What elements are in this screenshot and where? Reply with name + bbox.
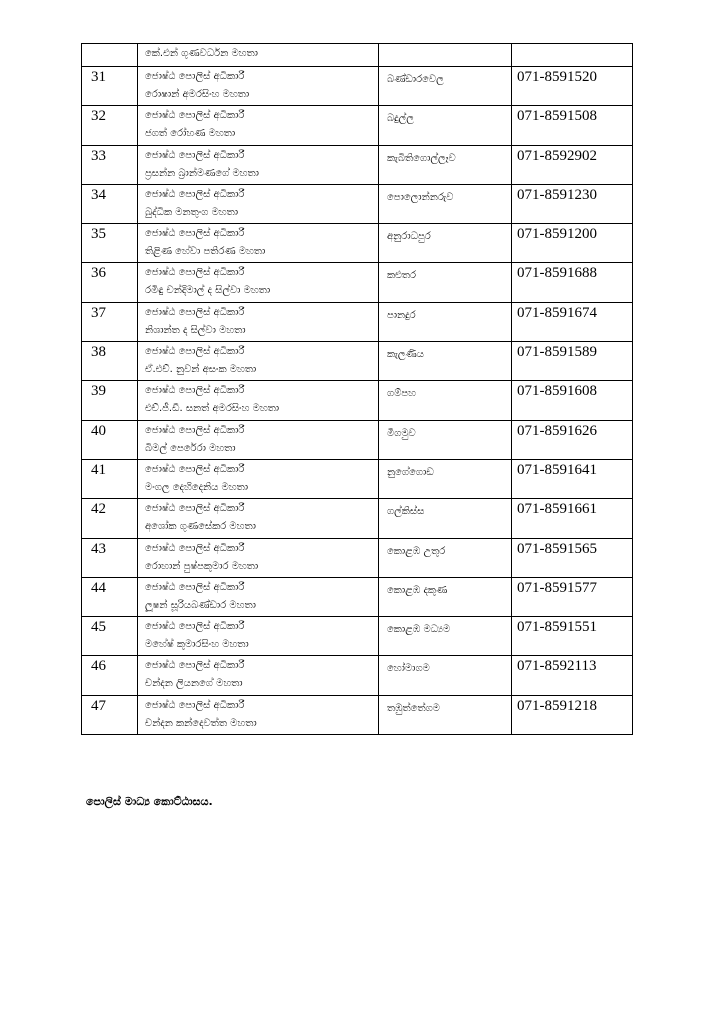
area-name: කොළඹ උතුර [387, 545, 446, 557]
phone-number: 071-8591200 [517, 226, 597, 243]
officer-name [138, 44, 378, 63]
officer-cell [138, 420, 379, 459]
officer-name [138, 460, 378, 497]
phone-cell [512, 302, 633, 341]
row-number: 44 [91, 579, 106, 596]
officer-name [138, 224, 378, 261]
phone-cell [512, 44, 633, 67]
phone-number: 071-8591565 [517, 540, 597, 557]
phone-number: 071-8591608 [517, 383, 597, 400]
officer-cell [138, 224, 379, 263]
row-number: 43 [91, 540, 106, 557]
officer-cell [138, 145, 379, 184]
officer-cell [138, 459, 379, 498]
area-cell [379, 695, 512, 734]
officer-name [138, 499, 378, 536]
officer-cell [138, 342, 379, 381]
officer-name-line: ජගත් රෝහණ මහතා [145, 128, 236, 140]
phone-number: 071-8592902 [517, 147, 597, 164]
phone-number: 071-8591520 [517, 69, 597, 85]
area-cell [379, 577, 512, 616]
officer-rank: ජොෂ්ඨ පොලිස් අධිකාරී [145, 306, 245, 318]
area-name: පානදුර [387, 309, 416, 321]
area-cell [379, 499, 512, 538]
phone-number: 071-8591551 [517, 619, 597, 636]
row-number-cell [82, 67, 138, 106]
officer-name [138, 263, 378, 300]
officer-rank: ජොෂ්ඨ පොලිස් අධිකාරී [145, 621, 245, 633]
row-number-cell [82, 538, 138, 577]
area-name [379, 44, 511, 48]
area-cell [379, 420, 512, 459]
row-number: 38 [91, 344, 106, 361]
phone-cell [512, 459, 633, 498]
row-number-cell [82, 145, 138, 184]
officer-rank: ජොෂ්ඨ පොලිස් අධිකාරී [145, 503, 245, 515]
officer-name [138, 106, 378, 143]
area-name: කැලණිය [387, 349, 424, 361]
officer-cell [138, 44, 379, 67]
footer-note: පොලිස් මාධ්‍ය කොට්ඨාසය. [86, 795, 213, 808]
officer-cell [138, 263, 379, 302]
row-number: 32 [91, 108, 106, 125]
officer-rank: ජොෂ්ඨ පොලිස් අධිකාරී [145, 71, 245, 82]
row-number-cell [82, 420, 138, 459]
area-name: බණ්ඩාරවෙල [387, 74, 444, 85]
table-body [82, 44, 633, 735]
row-number: 47 [91, 697, 106, 714]
officer-name [138, 146, 378, 183]
table-row [82, 656, 633, 695]
phone-cell [512, 577, 633, 616]
officer-name [138, 381, 378, 418]
phone-cell [512, 538, 633, 577]
phone-cell [512, 342, 633, 381]
officer-name [138, 696, 378, 733]
row-number: 45 [91, 619, 106, 636]
officer-name-line: චන්දන ලියනගේ මහතා [145, 678, 243, 690]
area-cell [379, 302, 512, 341]
area-name: කළුතර [387, 270, 417, 282]
row-number: 46 [91, 658, 106, 675]
officer-name-line: චන්දන කන්දෙවත්ත මහතා [145, 717, 257, 729]
area-name: ගල්කිස්ස [387, 506, 425, 518]
officer-name-line: කේ.එන් ගුණවර්ධන මහතා [145, 48, 258, 59]
row-number-cell [82, 695, 138, 734]
table-row [82, 106, 633, 145]
table-row [82, 342, 633, 381]
phone-number: 071-8591218 [517, 697, 597, 714]
table-row [82, 184, 633, 223]
table-row [82, 459, 633, 498]
table-row [82, 224, 633, 263]
officer-name-line: නිශාන්ත ද සිල්වා මහතා [145, 324, 246, 336]
area-cell [379, 106, 512, 145]
area-name: කොළඹ දකුණ [387, 584, 448, 596]
phone-number: 071-8592113 [517, 658, 597, 675]
row-number-cell [82, 577, 138, 616]
phone-number: 071-8591230 [517, 186, 597, 203]
row-number: 41 [91, 461, 106, 478]
row-number-cell [82, 224, 138, 263]
row-number: 40 [91, 422, 106, 439]
phone-number: 071-8591626 [517, 422, 597, 439]
area-cell [379, 459, 512, 498]
officer-cell [138, 656, 379, 695]
officer-rank: ජොෂ්ඨ පොලිස් අධිකාරී [145, 660, 245, 672]
row-number: 39 [91, 383, 106, 400]
area-cell [379, 381, 512, 420]
phone-cell [512, 499, 633, 538]
area-cell [379, 224, 512, 263]
officer-cell [138, 302, 379, 341]
area-name: නුගේගොඩ [387, 466, 434, 478]
officer-name-line: තිළිණ හේවා පතිරණ මහතා [145, 246, 266, 258]
officer-name [138, 421, 378, 458]
officer-cell [138, 184, 379, 223]
phone-cell [512, 617, 633, 656]
officer-name-line: බුද්ධික මනතුංග මහතා [145, 206, 239, 218]
officer-rank: ජොෂ්ඨ පොලිස් අධිකාරී [145, 228, 245, 240]
row-number-cell [82, 44, 138, 67]
row-number-cell [82, 617, 138, 656]
table-row [82, 381, 633, 420]
area-name: බදුල්ල [387, 113, 414, 125]
officer-name [138, 656, 378, 693]
phone-cell [512, 224, 633, 263]
table-row [82, 145, 633, 184]
officer-name [138, 578, 378, 615]
row-number [82, 44, 137, 45]
row-number: 34 [91, 186, 106, 203]
officer-rank: ජොෂ්ඨ පොලිස් අධිකාරී [145, 699, 245, 711]
area-name: අනුරාධපුර [387, 231, 431, 243]
table-row [82, 44, 633, 67]
row-number: 31 [91, 69, 106, 85]
row-number-cell [82, 302, 138, 341]
officer-cell [138, 106, 379, 145]
row-number-cell [82, 381, 138, 420]
table-row [82, 263, 633, 302]
officer-name-line: මහේෂ් කුමාරසිංහ මහතා [145, 639, 249, 651]
officer-cell [138, 538, 379, 577]
phone-number: 071-8591577 [517, 579, 597, 596]
row-number: 37 [91, 304, 106, 321]
phone-cell [512, 106, 633, 145]
officer-rank: ජොෂ්ඨ පොලිස් අධිකාරී [145, 463, 245, 475]
row-number: 33 [91, 147, 106, 164]
officer-rank: ජොෂ්ඨ පොලිස් අධිකාරී [145, 346, 245, 358]
area-cell [379, 342, 512, 381]
phone-number: 071-8591641 [517, 461, 597, 478]
officer-rank: ජොෂ්ඨ පොලිස් අධිකාරී [145, 110, 245, 122]
officer-rank: ජොෂ්ඨ පොලිස් අධිකාරී [145, 581, 245, 593]
phone-cell [512, 695, 633, 734]
area-name: කොළඹ මධ්‍යම [387, 624, 451, 636]
officer-cell [138, 67, 379, 106]
contacts-table [81, 43, 633, 735]
area-cell [379, 44, 512, 67]
officer-name [138, 185, 378, 222]
officer-cell [138, 695, 379, 734]
row-number: 42 [91, 501, 106, 518]
officer-name-line: මංගල දෙහිදෙනිය මහතා [145, 481, 249, 493]
table-row [82, 538, 633, 577]
row-number-cell [82, 106, 138, 145]
officer-cell [138, 577, 379, 616]
phone-cell [512, 656, 633, 695]
row-number-cell [82, 459, 138, 498]
officer-rank: ජොෂ්ඨ පොලිස් අධිකාරී [145, 542, 245, 554]
officer-name-line: ලූෂන් සූරියබණ්ඩාර මහතා [145, 599, 256, 611]
officer-name [138, 342, 378, 379]
officer-cell [138, 617, 379, 656]
officer-name [138, 539, 378, 576]
officer-name [138, 617, 378, 654]
officer-cell [138, 499, 379, 538]
officer-rank: ජොෂ්ඨ පොලිස් අධිකාරී [145, 149, 245, 161]
officer-rank: ජොෂ්ඨ පොලිස් අධිකාරී [145, 424, 245, 436]
officer-cell [138, 381, 379, 420]
phone-cell [512, 145, 633, 184]
phone-number [512, 44, 632, 45]
officer-name-line: අශෝක ගුණසේකර මහතා [145, 521, 256, 533]
area-name: කැබිතිගොල්ලෑව [387, 152, 456, 164]
phone-cell [512, 381, 633, 420]
row-number: 36 [91, 265, 106, 282]
row-number-cell [82, 342, 138, 381]
table-row [82, 695, 633, 734]
row-number-cell [82, 656, 138, 695]
area-cell [379, 538, 512, 577]
phone-number: 071-8591674 [517, 304, 597, 321]
table-row [82, 617, 633, 656]
table-row [82, 420, 633, 459]
area-cell [379, 184, 512, 223]
area-name: ගම්පහ [387, 388, 416, 400]
phone-cell [512, 420, 633, 459]
officer-name-line: ප්‍රසන්න බ්‍රාන්මණගේ මහතා [145, 167, 259, 179]
phone-number: 071-8591688 [517, 265, 597, 282]
row-number-cell [82, 263, 138, 302]
officer-name-line: රොෂාන් අමරසිංහ මහතා [145, 89, 250, 100]
table-row [82, 302, 633, 341]
officer-name [138, 303, 378, 340]
area-cell [379, 67, 512, 106]
area-cell [379, 263, 512, 302]
table-row [82, 577, 633, 616]
officer-name-line: බිමල් පෙරේරා මහතා [145, 442, 236, 454]
phone-cell [512, 184, 633, 223]
officer-rank: ජොෂ්ඨ පොලිස් අධිකාරී [145, 385, 245, 397]
officer-rank: ජොෂ්ඨ පොලිස් අධිකාරී [145, 267, 245, 279]
officer-name-line: ඒ.එච්. නුවන් අසංක මහතා [145, 364, 257, 376]
area-name: පොලොන්නරුව [387, 191, 454, 203]
officer-name-line: එච්.ජී.ඩී. සනත් අමරසිංහ මහතා [145, 403, 280, 415]
area-cell [379, 617, 512, 656]
phone-number: 071-8591589 [517, 344, 597, 361]
phone-cell [512, 67, 633, 106]
officer-name-line: රමිඳු චන්දිමාල් ද සිල්වා මහතා [145, 285, 271, 297]
officer-name [138, 67, 378, 104]
row-number: 35 [91, 226, 106, 243]
row-number-cell [82, 184, 138, 223]
officer-rank: ජොෂ්ඨ පොලිස් අධිකාරී [145, 188, 245, 200]
area-cell [379, 145, 512, 184]
row-number-cell [82, 499, 138, 538]
phone-number: 071-8591661 [517, 501, 597, 518]
area-name: තඹුත්තේගම [387, 702, 440, 714]
phone-cell [512, 263, 633, 302]
phone-number: 071-8591508 [517, 108, 597, 125]
table-row [82, 499, 633, 538]
area-name: මීගමුව [387, 427, 416, 439]
area-name: හෝමාගම [387, 663, 430, 675]
officer-name-line: රොහාන් පුෂ්පකුමාර මහතා [145, 560, 259, 572]
table-row [82, 67, 633, 106]
area-cell [379, 656, 512, 695]
